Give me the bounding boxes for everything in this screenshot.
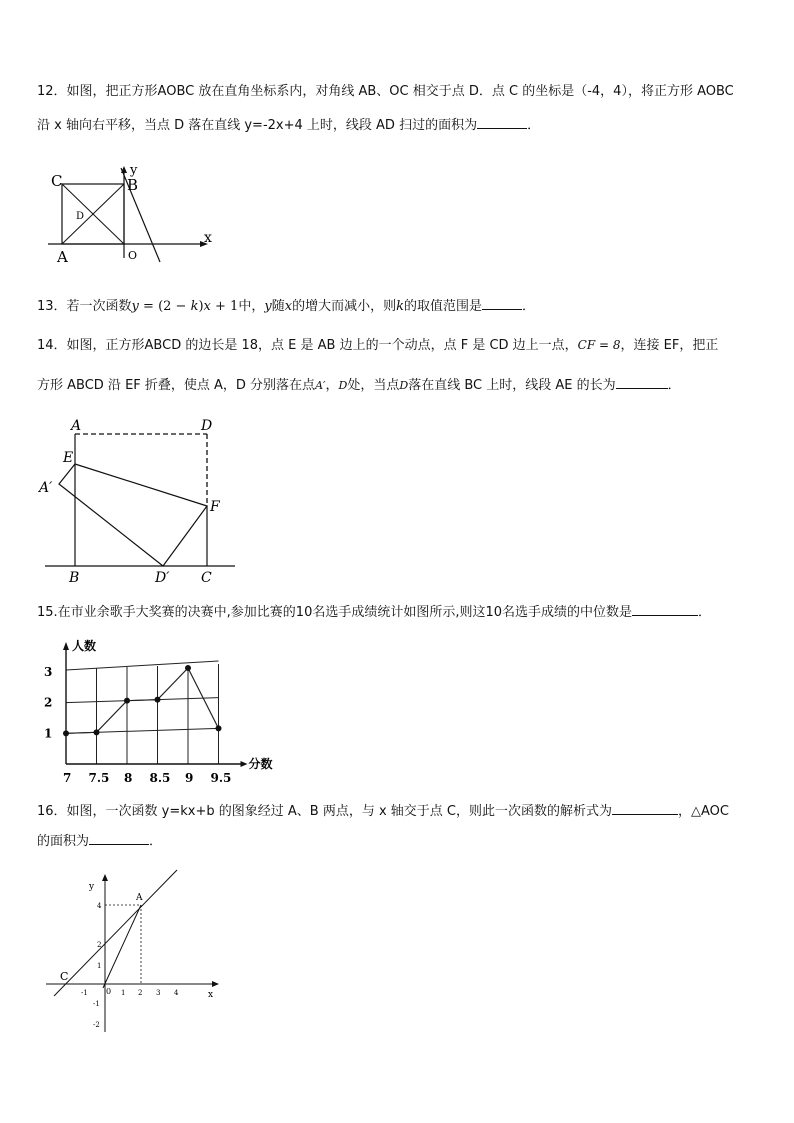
q15-line: 15.在市业余歌手大奖赛的决赛中,参加比赛的10名选手成绩统计如图所示,则这10名选手成绩的中位数是 ． (37, 605, 712, 620)
q15-point-8.5 (155, 697, 161, 703)
q16-line-ab (54, 870, 177, 996)
q15-ylabel: 人数 (72, 639, 97, 653)
q14-folded-quad (59, 464, 207, 566)
q15-point-8 (124, 698, 130, 704)
q12-figure (40, 158, 240, 268)
q14-line2: 方形 ABCD 沿 EF 折叠，使点 A，D 分别落在点A′，D处，当点D落在直线 BC 上时，线段 AE 的长为 ． (37, 378, 681, 393)
q14-line1: 14．如图，正方形ABCD 的边长是 18，点 E 是 AB 边上的一个动点，点 F 是 CD 边上一点，CF = 8，连接 EF，把正 (37, 338, 719, 353)
q16-answer-blank-1[interactable] (612, 802, 678, 815)
q15-xtick-9.5: 9.5 (210, 771, 232, 785)
q15-hgrid-3 (66, 661, 219, 670)
q16-label-origin: 0 (106, 987, 112, 996)
q15-tick-labels (44, 665, 231, 785)
q15-point-9 (185, 665, 191, 671)
q15-ytick-1: 1 (44, 726, 53, 741)
q15-xtick-8: 8 (124, 771, 133, 785)
q16-answer-blank-2[interactable] (89, 832, 149, 845)
q14-label-a: A (71, 418, 82, 434)
q14-figure (35, 414, 245, 586)
q12-label-b: B (127, 176, 139, 194)
q15-ytick-2: 2 (44, 695, 53, 710)
q12-label-y: y (130, 163, 138, 178)
q14-label-e: E (63, 450, 74, 466)
q15-answer-blank[interactable] (632, 603, 698, 616)
q12-label-d: D (76, 211, 85, 222)
q16-ytick-neg2: -2 (93, 1021, 100, 1029)
q16-label-y: y (89, 882, 95, 892)
q16-label-c: C (60, 970, 69, 983)
q16-xtick-3: 3 (156, 989, 161, 997)
q15-point-7.5 (94, 729, 100, 735)
q14-label-b: B (69, 570, 80, 586)
q16-ytick-4: 4 (97, 902, 102, 910)
q16-ytick-2: 2 (97, 941, 102, 949)
q15-series (63, 665, 222, 736)
q16-x-arrow (212, 981, 219, 987)
q15-xtick-7.5: 7.5 (88, 771, 110, 785)
q16-line-oa (103, 905, 141, 988)
q15-x-arrow (241, 761, 248, 767)
q12-answer-blank[interactable] (477, 116, 527, 129)
q12-label-x: x (204, 230, 212, 246)
q14-label-f: F (210, 499, 220, 515)
q16-xtick-4: 4 (174, 989, 179, 997)
q16-label-x: x (208, 990, 214, 1000)
q12-line1: 12．如图，把正方形AOBC 放在直角坐标系内，对角线 AB、OC 相交于点 D．点 C 的坐标是（-4，4），将正方形 AOBC (37, 84, 734, 99)
q16-xtick-1: 1 (121, 989, 126, 997)
q16-ytick-1: 1 (97, 962, 102, 970)
q15-xtick-7: 7 (63, 771, 72, 785)
q12-label-o: O (128, 249, 138, 262)
q12-label-c: C (51, 172, 63, 190)
q14-label-a-prime: A′ (39, 480, 53, 496)
q16-ytick-neg1: -1 (93, 1000, 100, 1008)
q16-line2: 的面积为 ． (37, 834, 163, 849)
q15-ytick-3: 3 (44, 665, 53, 679)
q15-xlabel: 分数 (248, 757, 273, 771)
q16-y-arrow (102, 874, 108, 881)
q12-label-a: A (57, 248, 68, 266)
q14-label-d-prime: D′ (155, 570, 170, 586)
q15-xtick-9: 9 (185, 771, 194, 785)
q15-xtick-8.5: 8.5 (149, 771, 171, 785)
q16-figure (40, 866, 230, 1036)
q16-xtick-neg1: -1 (81, 989, 88, 997)
q16-label-a: A (136, 893, 143, 903)
q13-answer-blank[interactable] (482, 297, 522, 310)
q13-line: 13．若一次函数y = (2 − k)x + 1中，y随x的增大而减小，则k的取值范围是 ． (37, 299, 535, 314)
q15-point-7 (63, 730, 69, 736)
q14-answer-blank[interactable] (616, 376, 668, 389)
q15-grid (66, 661, 219, 764)
q14-label-d: D (201, 418, 213, 434)
q12-line2: 沿 x 轴向右平移，当点 D 落在直线 y=-2x+4 上时，线段 AD 扫过的面积为 ． (37, 118, 541, 133)
q16-xtick-2: 2 (138, 989, 143, 997)
q15-y-arrow (63, 642, 69, 650)
q15-series-line (66, 668, 219, 733)
q15-point-9.5 (216, 725, 222, 731)
q16-line1: 16．如图，一次函数 y=kx+b 的图象经过 A、B 两点，与 x 轴交于点 C，则此一次函数的解析式为 ，△AOC (37, 804, 729, 819)
q14-label-c: C (201, 570, 212, 586)
q15-chart (38, 636, 328, 786)
